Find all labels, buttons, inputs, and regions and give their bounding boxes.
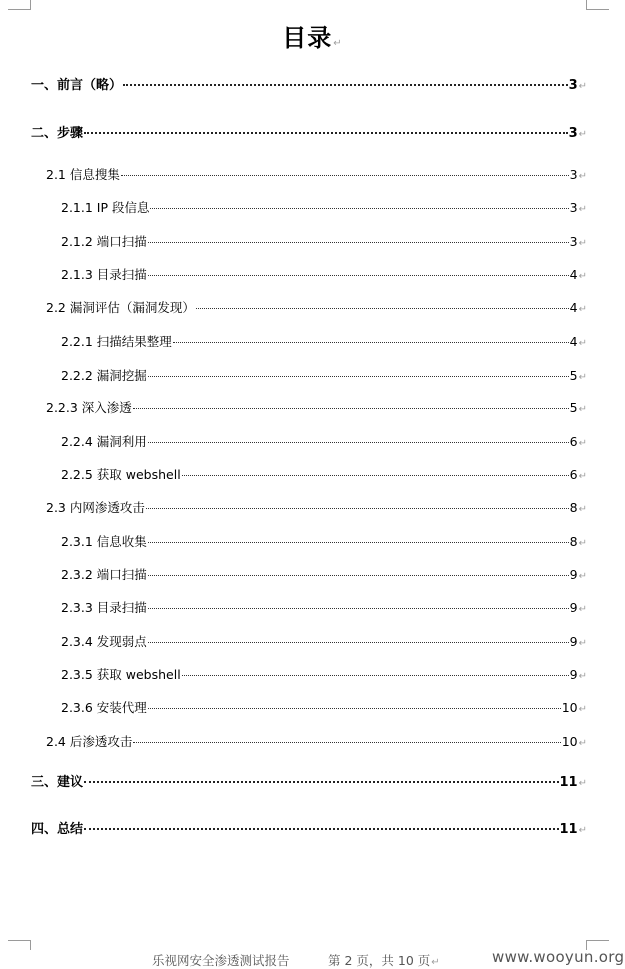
toc-entry-label: 2.3.2 端口扫描 — [61, 567, 147, 582]
paragraph-mark-icon: ↵ — [578, 372, 587, 383]
toc-entry-page-number: 3 — [569, 167, 578, 182]
toc-entry-label: 三、建议 — [31, 775, 84, 790]
toc-dot-leader — [123, 84, 568, 86]
paragraph-mark-icon: ↵ — [578, 604, 587, 615]
paragraph-mark-icon: ↵ — [578, 238, 587, 249]
toc-dot-leader — [133, 408, 569, 409]
paragraph-mark-icon: ↵ — [578, 825, 587, 836]
toc-entry[interactable] — [61, 465, 587, 485]
toc-entry-label: 2.1.3 目录扫描 — [61, 267, 147, 282]
toc-entry[interactable] — [31, 74, 587, 94]
toc-entry-page-number: 10 — [561, 734, 578, 749]
paragraph-mark-icon: ↵ — [578, 638, 587, 649]
toc-entry-label: 2.2.2 漏洞挖掘 — [61, 368, 147, 383]
paragraph-mark-icon: ↵ — [578, 504, 587, 515]
toc-entry[interactable] — [46, 398, 587, 418]
toc-entry-label: 2.3 内网渗透攻击 — [46, 500, 145, 515]
toc-entry[interactable] — [31, 122, 587, 142]
toc-dot-leader — [146, 508, 569, 509]
toc-entry-label: 四、总结 — [31, 822, 84, 837]
toc-entry-page-number: 8 — [569, 500, 578, 515]
toc-entry-label: 2.2.3 深入渗透 — [46, 400, 132, 415]
page-title-text: 目录 — [282, 24, 333, 52]
toc-entry-page-number: 4 — [569, 267, 578, 282]
toc-entry-page-number: 5 — [569, 400, 578, 415]
paragraph-mark-icon: ↵ — [578, 438, 587, 449]
footer-report-title: 乐视网安全渗透测试报告 — [152, 953, 290, 968]
toc-dot-leader — [148, 376, 569, 377]
toc-entry[interactable] — [31, 771, 587, 791]
paragraph-mark-icon: ↵ — [578, 671, 587, 682]
toc-entry-label: 2.1.1 IP 段信息 — [61, 200, 150, 215]
toc-entry-page-number: 3 — [568, 78, 578, 93]
toc-entry[interactable] — [46, 732, 587, 752]
paragraph-mark-icon: ↵ — [578, 304, 587, 315]
toc-entry[interactable] — [61, 198, 587, 218]
toc-entry[interactable] — [61, 232, 587, 252]
toc-dot-leader — [148, 642, 569, 643]
toc-entry-page-number: 9 — [569, 667, 578, 682]
watermark: www.wooyun.org — [492, 948, 625, 966]
toc-entry-page-number: 6 — [569, 434, 578, 449]
toc-entry-label: 2.3.6 安装代理 — [61, 700, 147, 715]
toc-entry-label: 2.3.5 获取 webshell — [61, 667, 181, 682]
toc-entry-page-number: 4 — [569, 300, 578, 315]
toc-dot-leader — [148, 275, 569, 276]
toc-dot-leader — [182, 475, 569, 476]
toc-entry[interactable] — [61, 565, 587, 585]
toc-entry-label: 2.4 后渗透攻击 — [46, 734, 133, 749]
paragraph-mark-icon: ↵ — [578, 271, 587, 282]
toc-entry-page-number: 9 — [569, 634, 578, 649]
toc-entry[interactable] — [46, 498, 587, 518]
toc-dot-leader — [196, 308, 569, 309]
toc-dot-leader — [148, 542, 569, 543]
toc-entry-page-number: 8 — [569, 534, 578, 549]
toc-dot-leader — [148, 708, 561, 709]
paragraph-mark-icon: ↵ — [333, 38, 343, 49]
footer-page-info-text: 第 2 页，共 10 页 — [328, 953, 431, 968]
toc-entry[interactable] — [61, 265, 587, 285]
toc-entry-page-number: 9 — [569, 567, 578, 582]
toc-entry-page-number: 4 — [569, 334, 578, 349]
paragraph-mark-icon: ↵ — [578, 704, 587, 715]
toc-entry-label: 2.1 信息搜集 — [46, 167, 120, 182]
toc-entry-page-number: 10 — [561, 700, 578, 715]
toc-dot-leader — [148, 608, 569, 609]
toc-entry[interactable] — [61, 665, 587, 685]
toc-dot-leader — [84, 132, 568, 134]
toc-entry[interactable] — [46, 165, 587, 185]
toc-entry-page-number: 11 — [559, 822, 578, 837]
toc-entry-label: 一、前言（略） — [31, 78, 123, 93]
toc-entry[interactable] — [61, 432, 587, 452]
toc-entry-label: 2.3.1 信息收集 — [61, 534, 147, 549]
paragraph-mark-icon: ↵ — [578, 738, 587, 749]
paragraph-mark-icon: ↵ — [578, 778, 587, 789]
toc-entry-label: 二、步骤 — [31, 126, 84, 141]
toc-dot-leader — [148, 242, 569, 243]
page-corner-mark-top-right — [586, 0, 609, 10]
toc-entry-label: 2.3.3 目录扫描 — [61, 600, 147, 615]
paragraph-mark-icon: ↵ — [578, 171, 587, 182]
toc-entry-page-number: 3 — [568, 126, 578, 141]
toc-entry-page-number: 3 — [569, 200, 578, 215]
paragraph-mark-icon: ↵ — [578, 404, 587, 415]
page-corner-mark-top-left — [8, 0, 31, 10]
paragraph-mark-icon: ↵ — [578, 81, 587, 92]
paragraph-mark-icon: ↵ — [431, 957, 440, 968]
paragraph-mark-icon: ↵ — [578, 129, 587, 140]
toc-dot-leader — [121, 175, 569, 176]
toc-dot-leader — [84, 828, 559, 830]
toc-entry-page-number: 9 — [569, 600, 578, 615]
toc-entry-page-number: 5 — [569, 368, 578, 383]
paragraph-mark-icon: ↵ — [578, 538, 587, 549]
toc-entry[interactable] — [46, 298, 587, 318]
paragraph-mark-icon: ↵ — [578, 471, 587, 482]
toc-entry[interactable] — [31, 818, 587, 838]
toc-dot-leader — [148, 575, 569, 576]
toc-entry-label: 2.2.5 获取 webshell — [61, 467, 181, 482]
toc-entry-label: 2.2 漏洞评估（漏洞发现） — [46, 300, 195, 315]
toc-dot-leader — [133, 742, 560, 743]
footer-page-info — [328, 951, 440, 969]
toc-entry[interactable] — [61, 532, 587, 552]
toc-entry[interactable] — [61, 632, 587, 652]
paragraph-mark-icon: ↵ — [578, 571, 587, 582]
toc-entry-page-number: 6 — [569, 467, 578, 482]
toc-entry-label: 2.2.4 漏洞利用 — [61, 434, 147, 449]
toc-dot-leader — [182, 675, 569, 676]
toc-entry-label: 2.1.2 端口扫描 — [61, 234, 147, 249]
toc-entry-label: 2.3.4 发现弱点 — [61, 634, 147, 649]
page-corner-mark-bottom-left — [8, 940, 31, 950]
paragraph-mark-icon: ↵ — [578, 204, 587, 215]
paragraph-mark-icon: ↵ — [578, 338, 587, 349]
toc-entry-page-number: 11 — [559, 775, 578, 790]
toc-entry[interactable] — [61, 698, 587, 718]
toc-entry-page-number: 3 — [569, 234, 578, 249]
toc-dot-leader — [148, 442, 569, 443]
toc-entry[interactable] — [61, 332, 587, 352]
page-title — [0, 18, 625, 53]
toc-entry[interactable] — [61, 598, 587, 618]
toc-dot-leader — [150, 208, 568, 209]
toc-dot-leader — [84, 781, 559, 783]
toc-entry-label: 2.2.1 扫描结果整理 — [61, 334, 172, 349]
toc-entry[interactable] — [61, 366, 587, 386]
toc-dot-leader — [173, 342, 569, 343]
